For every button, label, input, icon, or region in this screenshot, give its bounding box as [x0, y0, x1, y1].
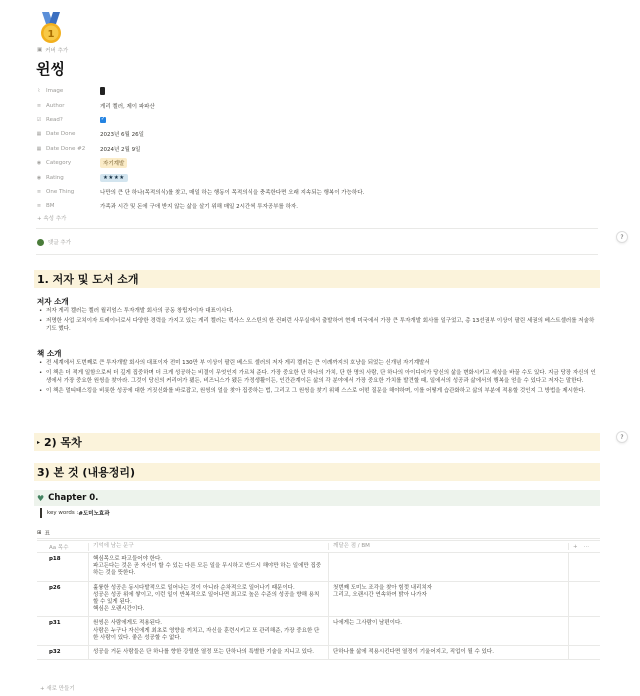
cell-quote[interactable]: 성공을 거둔 사람들은 단 하나를 향한 강렬한 열정 또는 단하나의 특별한 기술을 지니고 있다. [89, 646, 329, 659]
page-title[interactable]: 윈씽 [36, 60, 65, 78]
property-value[interactable] [100, 188, 364, 196]
lines-icon: ≡ [36, 102, 42, 109]
book-bullets [38, 359, 598, 396]
avatar [37, 239, 44, 246]
image-icon: ▣ [37, 47, 43, 53]
table-row[interactable] [37, 582, 600, 618]
help-button[interactable]: ? [616, 431, 628, 443]
property-value[interactable] [100, 145, 140, 153]
property-text: 게리 켈러, 제이 파파산 [100, 103, 155, 110]
paperclip-icon: ⌇ [37, 88, 41, 95]
property-row [36, 142, 596, 156]
property-row [36, 170, 596, 184]
cell-quote[interactable]: 핵심목으로 파고들어야 한다. 파고든다는 것은 곧 자신이 할 수 있는 다른 모든 일을 무시하고 반드시 해야만 하는 일에만 집중하는 것을 뜻한다. [89, 553, 329, 581]
lines-icon: ≡ [36, 203, 42, 210]
heading-summary[interactable]: 3) 본 것 (내용정리) [34, 463, 600, 481]
cell-page[interactable] [37, 646, 89, 659]
heading-book[interactable]: 책 소개 [37, 349, 62, 358]
read-checkbox[interactable]: ✓ [100, 116, 106, 123]
property-text: 2024년 2월 9일 [100, 146, 141, 153]
property-value[interactable] [100, 87, 105, 95]
keywords-value: #도미노효과 [78, 511, 110, 517]
property-tag: 자기계발 [100, 158, 127, 168]
property-row [36, 199, 596, 213]
property-key-label: Date Done [46, 131, 76, 138]
table-icon: ⊞ [37, 530, 42, 536]
keywords-label: key words : [47, 510, 79, 516]
more-icon[interactable]: ⋯ [583, 543, 590, 550]
cell-empty [569, 617, 600, 645]
cell-note[interactable] [329, 553, 569, 581]
table-row[interactable] [37, 617, 600, 646]
property-key-label: Date Done #2 [46, 145, 86, 152]
property-row [36, 113, 596, 127]
calendar-icon: ▦ [36, 145, 42, 152]
property-key-label: One Thing [46, 188, 75, 195]
property-text: 2023년 6월 26일 [100, 132, 144, 139]
help-button[interactable]: ? [616, 231, 628, 243]
heading-author[interactable]: 저자 소개 [37, 297, 69, 306]
book-cover-thumbnail[interactable] [100, 87, 105, 95]
property-key-label: Image [46, 88, 64, 95]
table-row[interactable] [37, 646, 600, 660]
table-header-row [37, 540, 600, 553]
cell-note[interactable]: 첫번째 도미노 조각을 찾아 힘껏 내리치자 그리고, 오랜시간 연속하여 밝아 나가자 [329, 582, 569, 617]
property-text: 가족과 시간 및 돈에 구애 받지 않는 삶을 살기 위해 매일 2시간씩 투자공부를 하자. [100, 204, 298, 211]
property-text: 나만의 큰 단 하나(목적의식)를 찾고, 매일 하는 행동이 목적의식을 충족한다면 오래 지속되는 행복이 가능하다. [100, 189, 365, 196]
heading-author-book[interactable]: 1. 저자 및 도서 소개 [34, 270, 600, 288]
lines-icon: ≡ [36, 188, 42, 195]
page-number: p31 [49, 620, 61, 627]
cell-empty [569, 646, 600, 659]
column-header-note[interactable]: 깨달은 점 / BM [329, 543, 569, 550]
svg-text:1: 1 [47, 29, 55, 40]
divider [36, 254, 598, 255]
new-row-button[interactable]: + 새로 만들기 [40, 686, 75, 692]
property-key-label: Read? [46, 116, 63, 123]
property-value[interactable] [100, 117, 106, 123]
property-key[interactable] [36, 160, 100, 166]
cell-note[interactable]: 단하나를 삶에 적용시킨다면 열정이 기울어지고, 직업이 될 수 있다. [329, 646, 569, 659]
add-property-button[interactable]: + 속성 추가 [37, 216, 67, 222]
property-row [36, 156, 596, 170]
table-view-tab[interactable] [37, 529, 50, 537]
property-key-label: Category [46, 160, 72, 167]
cell-quote[interactable]: 훌륭한 성공은 동시다발적으로 일어나는 것이 아니라 순차적으로 일어나기 때문이다. 성공은 성공 위에 쌓이고, 이런 일이 반복적으로 일어나면 최고로 높은 수준의 성공을 향해 용칙할 수 있게 된다. 핵심은 오랜시간이다. [89, 582, 329, 617]
medal-icon[interactable] [36, 12, 66, 44]
property-key[interactable] [36, 175, 100, 181]
page-number: p18 [49, 556, 61, 562]
column-header-page[interactable]: Aa 목수 [37, 543, 89, 551]
property-key[interactable] [36, 131, 100, 137]
list-item[interactable]: • 저자 게리 켈러는 켈러 윌리엄스 투자개발 회사의 공동 창립자이자 대표이사다. [38, 307, 598, 316]
column-actions [569, 541, 600, 553]
property-key-label: Rating [46, 174, 64, 181]
keywords-quote[interactable] [40, 508, 110, 518]
properties-list [36, 84, 596, 214]
table-row[interactable] [37, 553, 600, 582]
cell-page[interactable] [37, 582, 89, 617]
comment-placeholder: 댓글 추가 [48, 240, 72, 246]
property-key[interactable] [36, 189, 100, 195]
page-number: p26 [49, 584, 61, 591]
toggle-heading-label: 2) 목차 [44, 436, 82, 449]
comment-input[interactable] [37, 238, 71, 246]
property-value[interactable] [100, 158, 127, 168]
list-item[interactable]: • 전 세계에서 도번째로 큰 투자개발 회사의 대표이자 전미 130만 부 이상이 팔린 베스트 셀러의 저자 게리 켈러는 큰 이례까지의 호냥을 되었는 신개념 자기계발서 [38, 359, 598, 368]
cell-note[interactable]: 나에게는 그사람이 남편이다. [329, 617, 569, 645]
property-key-label: Author [46, 102, 65, 109]
list-item[interactable]: • 이 책은 멀티태스킹을 비롯한 성공에 대한 거짓신화를 바로잡고, 원씽의 얼을 찾아 집중하는 법, 그리고 그 원씽을 찾기 위해 스스로 어떤 질문을 해야하며, 이를 어떻게 습관화하고 삶의 부분에 적용할 것인지 그 방법을 제시한다. [38, 387, 598, 396]
property-row [36, 127, 596, 141]
property-key[interactable] [36, 146, 100, 152]
divider [36, 228, 598, 229]
cell-empty [569, 582, 600, 617]
property-row [36, 185, 596, 199]
divider [37, 538, 600, 539]
calendar-icon: ▦ [36, 131, 42, 138]
property-row [36, 98, 596, 112]
property-tag: ★★★★ [100, 174, 128, 182]
chapter-callout[interactable] [34, 490, 600, 506]
table-view-label: 표 [44, 531, 50, 537]
property-row [36, 84, 596, 98]
page-number: p32 [49, 649, 61, 656]
notes-table [37, 540, 600, 660]
property-key[interactable] [36, 88, 100, 94]
cell-empty [569, 553, 600, 581]
property-key[interactable] [36, 103, 100, 109]
chapter-title: Chapter 0. [48, 493, 99, 503]
property-value[interactable] [100, 102, 155, 110]
add-column-icon[interactable]: + [573, 543, 578, 550]
column-header-quote[interactable]: 기억에 남는 문구 [89, 543, 329, 550]
property-value[interactable] [100, 130, 144, 138]
cell-page[interactable] [37, 617, 89, 645]
property-key[interactable] [36, 203, 100, 209]
cell-page[interactable] [37, 553, 89, 581]
list-item[interactable]: • 저명한 사업 코치이자 트레이너로서 다양한 경력을 가지고 있는 게리 켈러는 텍사스 오스틴의 한 컨퍼런 사무실에서 출발하여 현재 미국에서 가장 큰 투자개발 회사를 일구었고, 총 13선권부 이상이 팔린 세권의 베스트셀러를 저술하기도 했다. [38, 317, 598, 334]
checkbox-icon: ☑ [36, 116, 42, 123]
property-key-label: BM [46, 203, 55, 210]
add-cover-label: 커버 추가 [45, 48, 69, 54]
toggle-triangle-icon[interactable]: ▸ [37, 438, 41, 446]
author-bullets [38, 307, 598, 335]
toggle-heading-toc[interactable] [34, 433, 600, 451]
select-icon: ◉ [36, 160, 42, 167]
select-icon: ◉ [36, 174, 42, 181]
list-item[interactable]: • 이 책은 더 적게 일함으로써 더 깊게 집중하며 더 크게 성공하는 비결이 무엇인지 가르쳐 준다. 가장 중요한 단 하나의 가치, 단 한 명의 사람, 단 하나의 아이디어가 당신의 삶을 변화시키고 세상을 바꿀 수도 있다. 지금 당장 자신의 인생에서 가장 중요한 원씽을 찾아라. 그것이 당신의 커리어가 됐든, 비즈니스가 됐든 가정생활이든, 인간관계이든 삶의 각 분야에서 가장 중요한 가치를 발견할 때, 일에서의 성공과 삶에서의 행복을 얻을 수 있다고 저자는 말한다. [38, 369, 598, 386]
property-value[interactable] [100, 174, 128, 182]
green-heart-icon: ♥ [37, 493, 45, 503]
cell-quote[interactable]: 원씽은 사람에게도 적용된다. 사람은 누구나 자신에게 최초로 영향을 끼치고, 자신을 훈련시키고 또 관리해준, 가장 중요한 단 한 사람이 있다. 좋은 성공할 수 없다. [89, 617, 329, 645]
add-cover-button[interactable] [37, 46, 68, 54]
property-key[interactable] [36, 117, 100, 123]
property-value[interactable] [100, 202, 298, 210]
